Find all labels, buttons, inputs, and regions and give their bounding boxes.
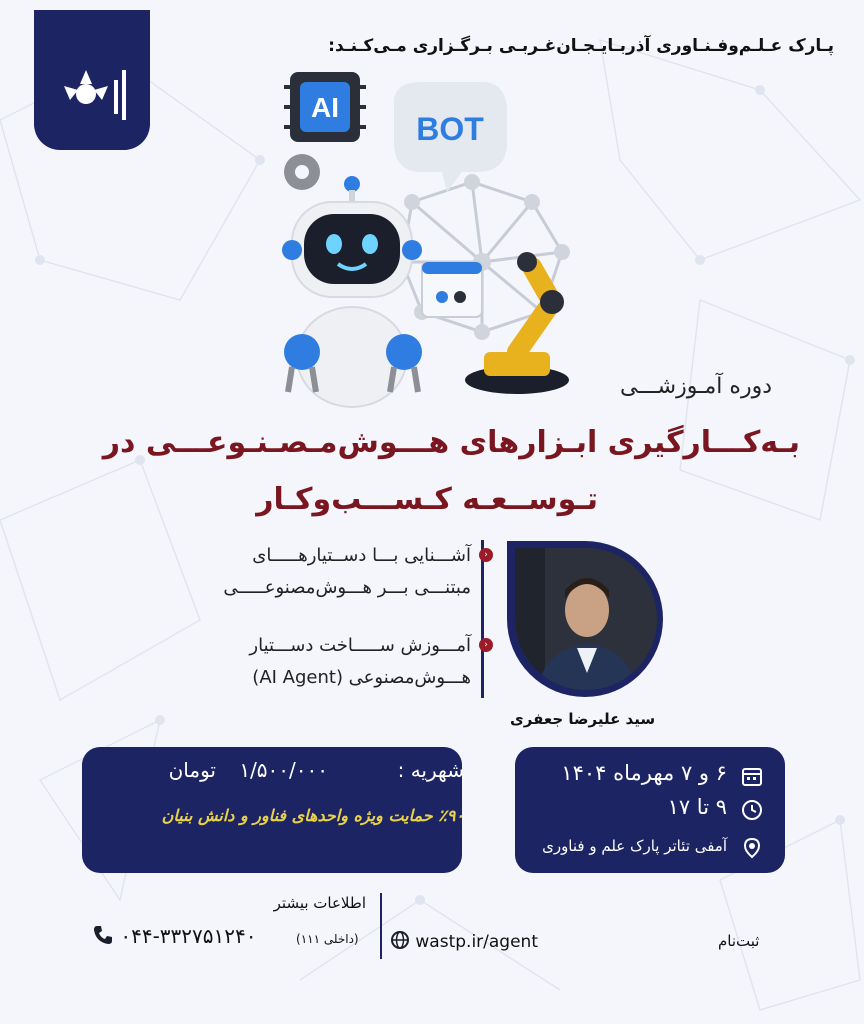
phone-number[interactable] xyxy=(92,924,256,948)
event-time: ۹ تا ۱۷ xyxy=(667,795,727,819)
event-venue: آمفی تئاتر پارک علم و فناوری xyxy=(542,837,727,855)
ai-chip-icon xyxy=(284,72,366,142)
bubble-label: BOT xyxy=(416,111,484,147)
park-emblem-icon xyxy=(34,10,150,150)
website-url: wastp.ir/agent xyxy=(415,932,538,952)
topic-item xyxy=(181,630,488,694)
course-type-label: دوره آمـوزشـــی xyxy=(619,374,772,399)
bullet-chevron-icon: ‹ xyxy=(479,638,493,652)
app-window-icon xyxy=(422,262,482,317)
organizer-text: پـارک عـلـم‌وفـنـاوری آذربـایـجـان‌غـربـی بـرگـزاری مـی‌کـنـد: xyxy=(328,36,834,56)
park-logo xyxy=(34,10,150,150)
course-title-line-1: بـه‌کـــارگیری ابـزارهای هـــوش‌مـصـنـوعـــی در xyxy=(102,425,800,460)
topic-item xyxy=(181,540,488,604)
robot-icon xyxy=(282,176,422,407)
topic-line: مبتنـــی بـــر هـــوش‌مصنوعـــــی xyxy=(223,577,471,598)
bullet-chevron-icon: ‹ xyxy=(479,548,493,562)
phone-extension: (داخلی ۱۱۱) xyxy=(296,932,359,946)
event-date: ۶ و ۷ مهرماه ۱۴۰۴ xyxy=(561,761,727,785)
speaker-name: سید علیرضا جعفری xyxy=(510,710,656,728)
speaker-portrait-icon xyxy=(515,548,657,690)
topics-list xyxy=(181,540,488,698)
bot-speech-bubble-icon xyxy=(394,82,507,192)
fee-amount: ۱/۵۰۰/۰۰۰ xyxy=(239,758,328,782)
phone-icon xyxy=(92,924,114,946)
course-title-line-2: تـوســعـه کـســـب‌وکـار xyxy=(256,482,598,517)
ai-robot-illustration xyxy=(262,62,592,410)
website-link[interactable] xyxy=(390,930,538,952)
gear-icon xyxy=(284,154,320,190)
clock-icon xyxy=(741,799,763,821)
register-link[interactable]: ثبت‌نام xyxy=(718,932,760,950)
event-details-panel xyxy=(515,747,785,873)
topic-line: هـــوش‌مصنوعی (AI Agent) xyxy=(252,667,471,688)
more-info-label: اطلاعات بیشتر xyxy=(273,894,366,912)
topic-line: آمـــوزش ســـــاخت دســـتیار xyxy=(249,635,471,656)
fee-support-note: ٪۹۰ حمایت ویژه واحدهای فناور و دانش بنیان xyxy=(161,806,464,825)
phone-number-text: ۰۴۴-۳۳۲۷۵۱۲۴۰ xyxy=(120,924,257,948)
contact-divider xyxy=(380,893,382,959)
topic-line: آشـــنایی بـــا دســتیارهـــــای xyxy=(252,545,471,566)
fee-unit: تومان xyxy=(168,758,216,782)
speaker-photo xyxy=(515,548,657,690)
globe-icon xyxy=(390,930,410,950)
fee-label: شهریه : xyxy=(397,758,464,782)
chip-label: AI xyxy=(311,92,339,123)
location-pin-icon xyxy=(741,837,763,859)
calendar-icon xyxy=(741,765,763,787)
